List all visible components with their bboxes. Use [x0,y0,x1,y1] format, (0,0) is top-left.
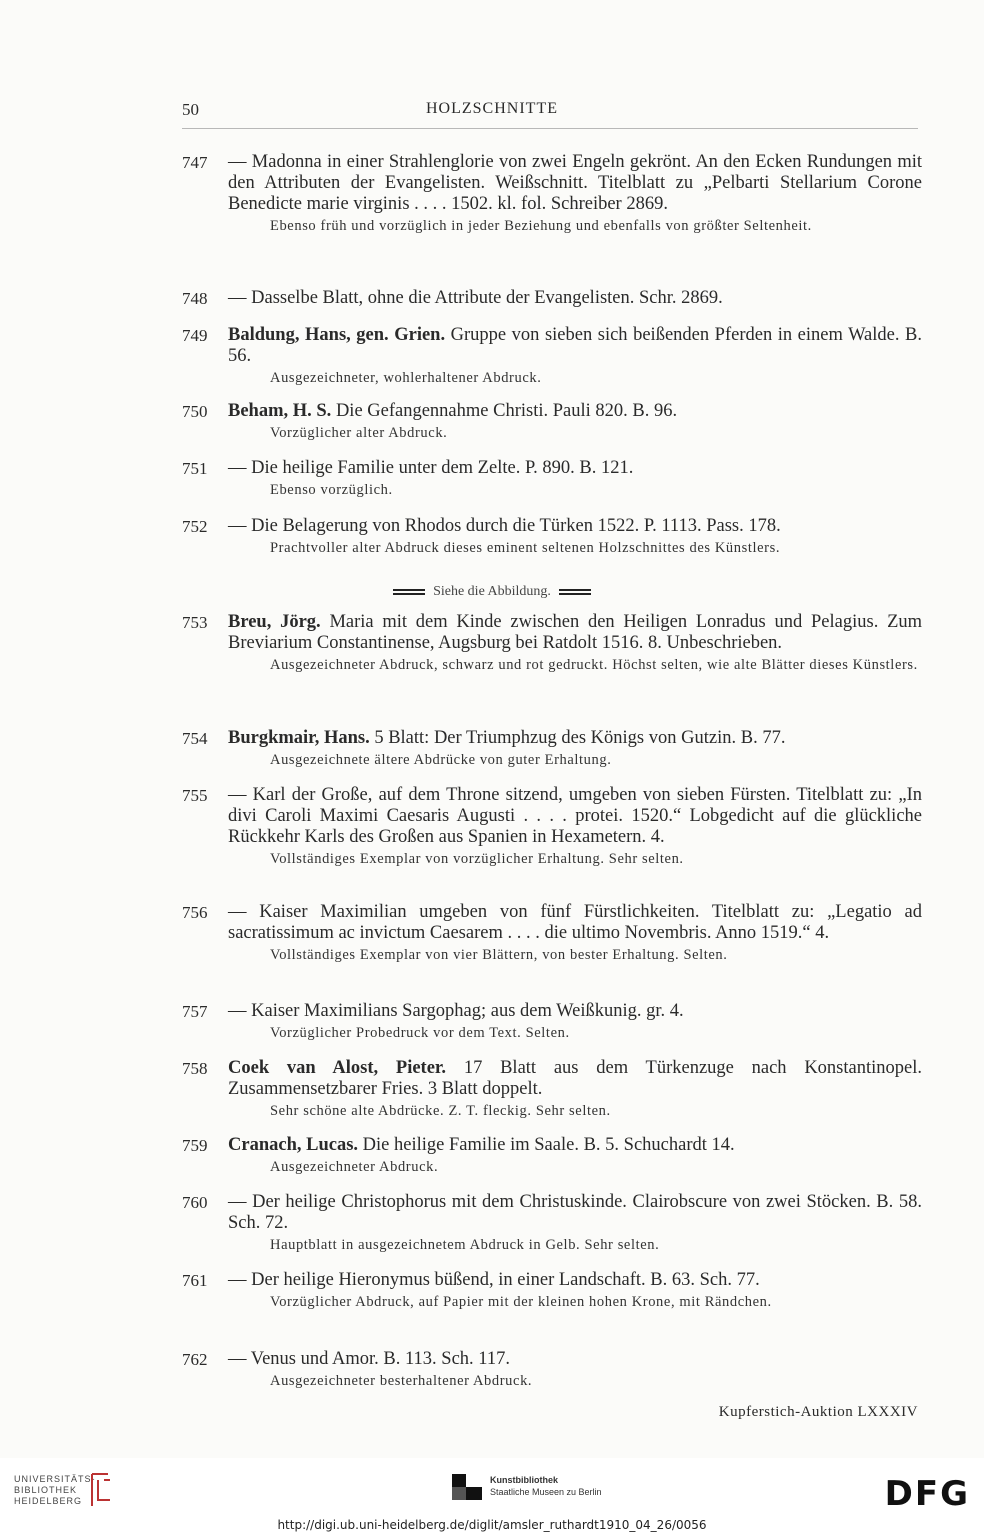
catalog-entry [182,1001,922,1042]
entry-text: — Karl der Große, auf dem Throne sitzend, umgeben von sieben Fürsten. Titelblatt zu: „In divi Caroli Maximi Caesaris Augusti . . . . protei. 1520.“ Lobgedicht auf die glückliche Rückkehr Karls des Großen aus Spanien in Hexametern. 4. [228,785,922,847]
entry-condition-note: Vorzüglicher Probedruck vor dem Text. Selten. [270,1025,570,1041]
catalog-entry [182,785,922,868]
entry-number: 748 [182,289,208,308]
entry-number: 759 [182,1136,208,1155]
double-rule-right [559,589,591,595]
catalog-entry [182,728,922,769]
entry-description [228,401,922,422]
double-rule-left [393,589,425,595]
entry-number: 747 [182,153,208,172]
catalog-entry [182,1058,922,1120]
entry-condition-note: Ausgezeichnete ältere Abdrücke von guter Erhaltung. [270,752,612,768]
entry-number: 755 [182,786,208,805]
entry-number: 754 [182,729,208,748]
permalink-url[interactable]: http://digi.ub.uni-heidelberg.de/diglit/amsler_ruthardt1910_04_26/0056 [277,1518,707,1532]
entry-text: — Kaiser Maximilian umgeben von fünf Fürstlichkeiten. Titelblatt zu: „Legatio ad sacratissimum ac invictum Caesarem . . . . die ultimo Novembris. Anno 1519.“ 4. [228,902,922,943]
entry-author: Coek van Alost, Pieter. [228,1058,447,1078]
entry-description [228,902,922,944]
entry-text: Die heilige Familie im Saale. B. 5. Schuchardt 14. [362,1135,735,1155]
entry-condition-note: Ausgezeichneter Abdruck. [270,1159,439,1175]
catalog-entry [182,1270,922,1311]
kunstbibliothek-logo-icon [452,1474,482,1500]
digitization-footer [0,1458,984,1534]
entry-text: — Dasselbe Blatt, ohne die Attribute der Evangelisten. Schr. 2869. [228,288,723,308]
entry-text: Gruppe von sieben sich beißenden Pferden in einem Walde. B. 56. [228,325,922,366]
entry-text: — Kaiser Maximilians Sargophag; aus dem Weißkunig. gr. 4. [228,1001,684,1021]
entry-author: Beham, H. S. [228,401,332,421]
entry-description [228,325,922,367]
entry-text: 17 Blatt aus dem Türkenzuge nach Konstantinopel. Zusammensetzbarer Fries. 3 Blatt doppelt. [228,1058,922,1099]
entry-number: 762 [182,1350,208,1369]
kunstbibliothek-label [490,1474,602,1498]
entry-condition-note: Vorzüglicher Abdruck, auf Papier mit der kleinen hohen Krone, mit Rändchen. [270,1294,772,1310]
entry-number: 760 [182,1193,208,1212]
entry-author: Cranach, Lucas. [228,1135,359,1155]
entry-number: 757 [182,1002,208,1021]
ub-heidelberg-logo-icon [88,1472,114,1508]
entry-description [228,1058,922,1100]
entry-description [228,785,922,848]
entry-text: — Venus und Amor. B. 113. Sch. 117. [228,1349,510,1369]
entry-description [228,1349,922,1370]
see-illustration-text: Siehe die Abbildung. [433,584,551,599]
running-title: HOLZSCHNITTE [426,100,558,117]
entry-number: 756 [182,903,208,922]
kb-line-2: Staatliche Museen zu Berlin [490,1487,602,1497]
entry-condition-note: Ebenso früh und vorzüglich in jeder Beziehung und ebenfalls von größter Seltenheit. [270,218,812,234]
catalog-entry [182,325,922,387]
catalog-entry [182,401,922,442]
catalog-entry [182,902,922,964]
catalog-entry [182,1135,922,1176]
entry-number: 761 [182,1271,208,1290]
entry-description [228,152,922,215]
entry-number: 753 [182,613,208,632]
catalog-entry [182,1192,922,1254]
see-illustration-note [0,584,984,600]
entry-condition-note: Ausgezeichneter Abdruck, schwarz und rot gedruckt. Höchst selten, wie alte Blätter dieses Künstlers. [270,657,918,673]
entry-description [228,1270,922,1291]
entry-text: Maria mit dem Kinde zwischen den Heiligen Lonradus und Pelagius. Zum Breviarium Constantinense, Augsburg bei Ratdolt 1516. 8. Unbeschrieben. [228,612,923,653]
entry-description [228,516,922,537]
entry-text: — Madonna in einer Strahlenglorie von zwei Engeln gekrönt. An den Ecken Rundungen mit den Attributen der Evangelisten. Weißschnitt. Titelblatt zu „Pelbarti Stellarium Corone Benedicte marie virginis . . . . 1502. kl. fol. Schreiber 2869. [228,152,922,214]
entry-condition-note: Vollständiges Exemplar von vier Blättern, von bester Erhaltung. Selten. [270,947,728,963]
entry-description [228,1001,922,1022]
entry-author: Burgkmair, Hans. [228,728,370,748]
entry-text: Die Gefangennahme Christi. Pauli 820. B. 96. [335,401,678,421]
catalog-entry [182,458,922,499]
catalog-entry [182,612,922,674]
entry-condition-note: Vollständiges Exemplar von vorzüglicher Erhaltung. Sehr selten. [270,851,684,867]
entry-number: 751 [182,459,208,478]
catalog-entry [182,1349,922,1390]
entry-number: 758 [182,1059,208,1078]
catalog-entry [182,516,922,557]
entry-condition-note: Ausgezeichneter, wohlerhaltener Abdruck. [270,370,542,386]
entry-condition-note: Hauptblatt in ausgezeichnetem Abdruck in Gelb. Sehr selten. [270,1237,660,1253]
ub-heidelberg-label [14,1474,96,1507]
entry-number: 752 [182,517,208,536]
entry-number: 749 [182,326,208,345]
entry-condition-note: Prachtvoller alter Abdruck dieses eminent seltenen Holzschnittes des Künstlers. [270,540,781,556]
dfg-logo: DFG [884,1474,970,1514]
page-number: 50 [182,100,199,119]
catalog-entry [182,288,922,309]
entry-text: — Die heilige Familie unter dem Zelte. P. 890. B. 121. [228,458,634,478]
entry-text: — Der heilige Hieronymus büßend, in einer Landschaft. B. 63. Sch. 77. [228,1270,760,1290]
ub-line-3: HEIDELBERG [14,1496,83,1506]
entry-description [228,458,922,479]
entry-condition-note: Sehr schöne alte Abdrücke. Z. T. fleckig. Sehr selten. [270,1103,611,1119]
entry-description [228,1192,922,1234]
entry-description [228,728,922,749]
entry-text: — Die Belagerung von Rhodos durch die Türken 1522. P. 1113. Pass. 178. [228,516,781,536]
auction-signature: Kupferstich-Auktion LXXXIV [718,1404,918,1420]
catalog-entry [182,152,922,235]
entry-number: 750 [182,402,208,421]
entry-condition-note: Ausgezeichneter besterhaltener Abdruck. [270,1373,533,1389]
entry-condition-note: Vorzüglicher alter Abdruck. [270,425,448,441]
entry-description [228,612,922,654]
header-rule [182,128,918,129]
entry-author: Breu, Jörg. [228,612,321,632]
entry-description [228,1135,922,1156]
ub-line-1: UNIVERSITÄTS- [14,1474,96,1484]
kb-line-1: Kunstbibliothek [490,1475,558,1485]
entry-text: 5 Blatt: Der Triumphzug des Königs von Gutzin. B. 77. [374,728,786,748]
entry-description [228,288,922,309]
entry-condition-note: Ebenso vorzüglich. [270,482,393,498]
entry-text: — Der heilige Christophorus mit dem Christuskinde. Clairobscure von zwei Stöcken. B. 58. Sch. 72. [228,1192,922,1233]
ub-line-2: BIBLIOTHEK [14,1485,78,1495]
entry-author: Baldung, Hans, gen. Grien. [228,325,446,345]
